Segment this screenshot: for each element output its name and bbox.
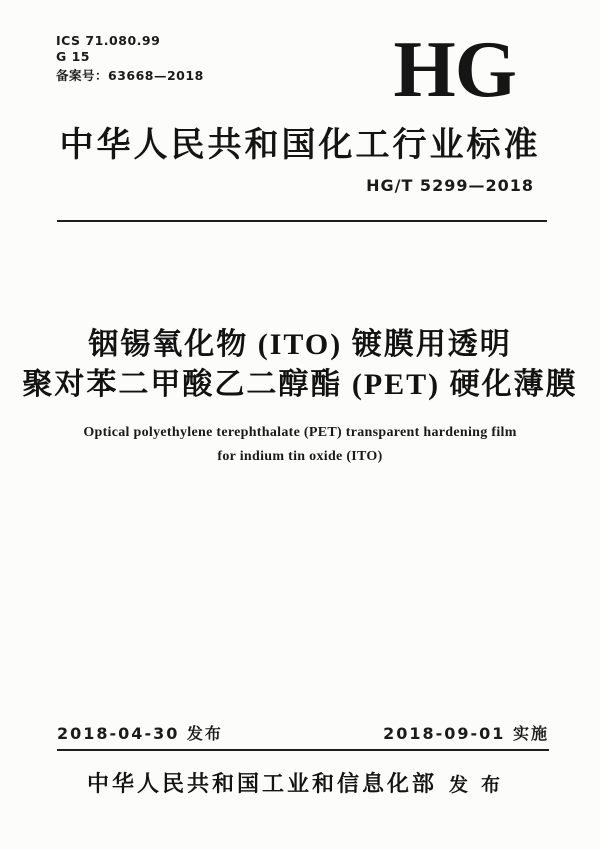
ics-classification-block [56, 33, 204, 84]
implementation-date: 2018-09-01 实施 [383, 724, 549, 743]
document-title-english-line2: for indium tin oxide (ITO) [217, 449, 383, 464]
record-number: 备案号：63668—2018 [56, 68, 204, 83]
class-code: G 15 [56, 49, 91, 64]
standard-name: 中华人民共和国化工行业标准 [59, 127, 541, 164]
standard-number: HG/T 5299—2018 [366, 176, 534, 195]
document-title-chinese [0, 325, 600, 405]
ics-code: ICS 71.080.99 [56, 33, 161, 48]
hg-logo: HG [393, 26, 516, 114]
document-title-line1: 铟锡氧化物 (ITO) 镀膜用透明 [88, 328, 512, 361]
release-label: 发布 [449, 775, 514, 796]
document-title-line2: 聚对苯二甲酸乙二醇酯 (PET) 硬化薄膜 [22, 368, 578, 401]
document-title-english [0, 421, 600, 469]
document-title-english-line1: Optical polyethylene terephthalate (PET) transparent hardening film [83, 425, 517, 440]
issuer-name: 中华人民共和国工业和信息化部 [86, 771, 437, 796]
issue-date: 2018-04-30 发布 [57, 724, 223, 743]
dates-row [57, 721, 549, 751]
issuer-row [0, 767, 600, 798]
header-rule [57, 220, 547, 222]
